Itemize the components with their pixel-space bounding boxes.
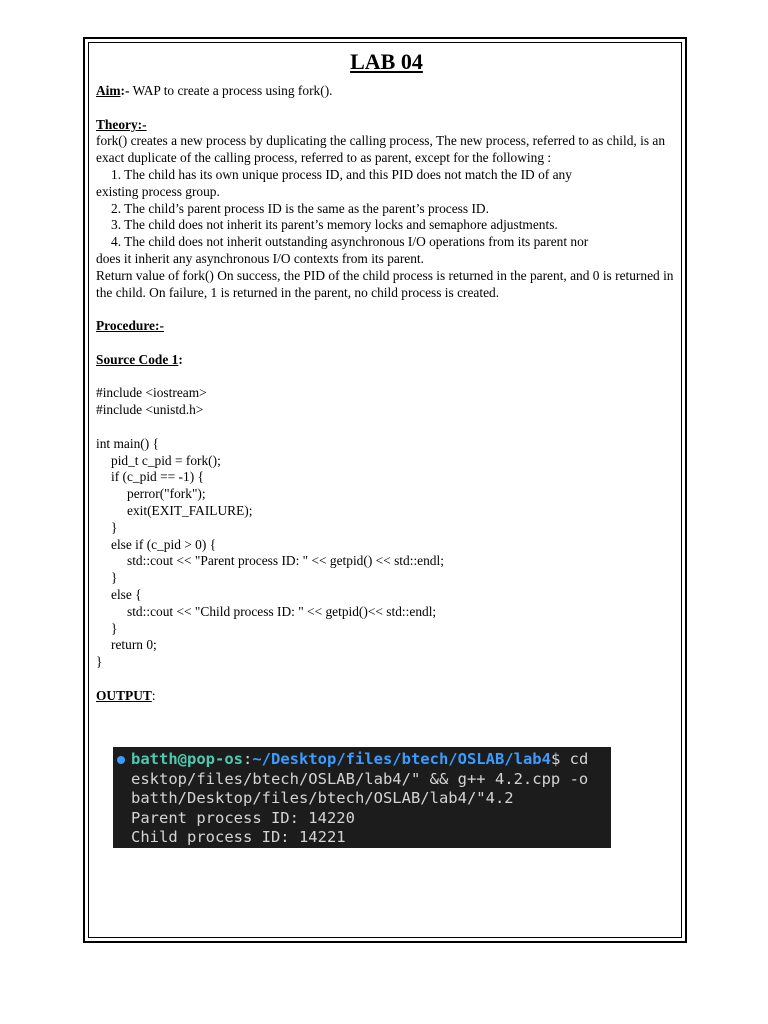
theory-point-1: 1. The child has its own unique process ID, and this PID does not match the ID of any <box>111 166 572 182</box>
terminal-line: Parent process ID: 14220 <box>131 808 355 827</box>
aim-text: WAP to create a process using fork(). <box>129 83 333 98</box>
page-border <box>83 37 687 943</box>
terminal-line: Child process ID: 14221 <box>131 828 346 846</box>
theory-point-3: 3. The child does not inherit its parent’s memory locks and semaphore adjustments. <box>111 217 558 233</box>
code-line: pid_t c_pid = fork(); <box>111 452 221 468</box>
theory-point-4-cont: does it inherit any asynchronous I/O contexts from its parent. <box>96 250 424 266</box>
theory-point-4: 4. The child does not inherit outstanding asynchronous I/O operations from its parent nor <box>111 234 589 250</box>
theory-intro: fork() creates a new process by duplicating the calling process, The new process, referred to as child, is an exact duplicate of the calling process, referred to as parent, except for the following : <box>96 133 666 166</box>
aim-label: Aim <box>96 83 121 98</box>
theory-point-1-cont: existing process group. <box>96 183 220 199</box>
code-line: else { <box>111 586 142 602</box>
terminal-path: ~/Desktop/files/btech/OSLAB/lab4 <box>252 750 551 768</box>
code-line: exit(EXIT_FAILURE); <box>127 502 253 518</box>
source-code-label: Source Code 1 <box>96 351 179 367</box>
theory-point-2: 2. The child’s parent process ID is the same as the parent’s process ID. <box>111 200 489 216</box>
code-line: #include <iostream> <box>96 385 207 401</box>
code-line: else if (c_pid > 0) { <box>111 536 217 552</box>
code-line: int main() { <box>96 435 159 451</box>
terminal-colon: : <box>242 750 253 768</box>
source-code-block <box>96 385 677 671</box>
source-code-heading <box>96 352 677 369</box>
terminal-prompt-line <box>113 750 611 770</box>
code-line: } <box>111 519 118 535</box>
code-line: perror("fork"); <box>127 486 206 502</box>
terminal-line: esktop/files/btech/OSLAB/lab4/" && g++ 4.2.cpp -o <box>131 769 589 788</box>
code-line: std::cout << "Child process ID: " << getpid()<< std::endl; <box>127 603 437 619</box>
code-line: #include <unistd.h> <box>96 402 204 418</box>
output-colon: : <box>151 687 156 703</box>
lab-title: LAB 04 <box>350 49 423 74</box>
code-line: } <box>111 620 118 636</box>
terminal-line: batth/Desktop/files/btech/OSLAB/lab4/"4.2 <box>131 789 514 807</box>
code-line: } <box>96 654 103 670</box>
code-line: } <box>111 570 118 586</box>
terminal-user-host: batth@pop-os <box>131 750 243 768</box>
aim-separator: :- <box>120 83 130 98</box>
theory-heading: Theory:- <box>96 116 147 132</box>
prompt-dot-icon <box>117 756 125 764</box>
code-line: std::cout << "Parent process ID: " << getpid() << std::endl; <box>127 553 444 569</box>
output-heading <box>96 688 677 705</box>
output-label: OUTPUT <box>96 687 152 703</box>
source-code-colon: : <box>178 351 183 367</box>
code-line: if (c_pid == -1) { <box>111 469 204 485</box>
code-line: return 0; <box>111 637 157 653</box>
theory-return-value: Return value of fork() On success, the PID of the child process is returned in the parent, and 0 is returned in the child. On failure, 1 is returned in the parent, no child process is created. <box>96 267 674 300</box>
terminal-command: $ cd <box>550 750 589 768</box>
procedure-heading: Procedure:- <box>96 318 164 334</box>
code-line <box>96 419 677 436</box>
document-content <box>96 49 677 704</box>
aim-line <box>96 83 677 100</box>
terminal-output <box>113 747 611 848</box>
page-inner-border <box>88 42 682 938</box>
